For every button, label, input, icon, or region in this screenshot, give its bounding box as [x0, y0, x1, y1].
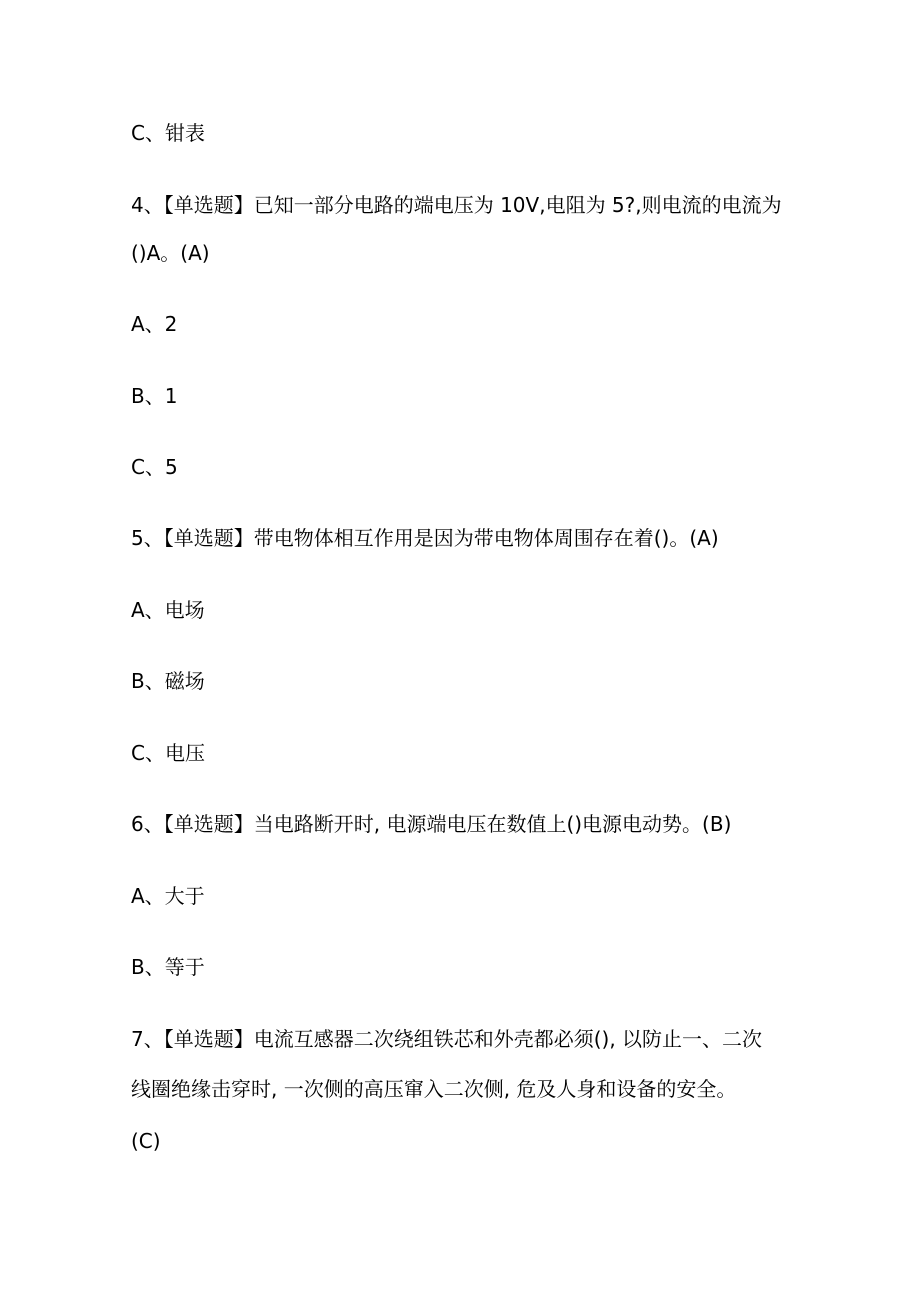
- option-a-q5: A、电场: [131, 598, 205, 622]
- option-c-q5: C、电压: [131, 741, 205, 765]
- option-a-q6: A、大于: [131, 884, 205, 908]
- question-7-text-cont: 线圈绝缘击穿时, 一次侧的高压窜入二次侧, 危及人身和设备的安全。: [131, 1077, 737, 1101]
- option-c-q4: C、5: [131, 455, 178, 479]
- option-a-q4: A、2: [131, 312, 178, 336]
- question-5-text: 5、【单选题】带电物体相互作用是因为带电物体周围存在着()。(A): [131, 526, 719, 550]
- option-b-q6: B、等于: [131, 955, 205, 979]
- question-7-answer: (C): [131, 1129, 161, 1153]
- question-4-text: 4、【单选题】已知一部分电路的端电压为 10V,电阻为 5?,则电流的电流为: [131, 193, 782, 217]
- option-c-q3: C、钳表: [131, 121, 205, 145]
- question-6-text: 6、【单选题】当电路断开时, 电源端电压在数值上()电源电动势。(B): [131, 812, 732, 836]
- option-b-q5: B、磁场: [131, 669, 205, 693]
- option-b-q4: B、1: [131, 384, 178, 408]
- question-4-text-cont: ()A。(A): [131, 241, 210, 265]
- question-7-text: 7、【单选题】电流互感器二次绕组铁芯和外壳都必须(), 以防止一、二次: [131, 1027, 763, 1051]
